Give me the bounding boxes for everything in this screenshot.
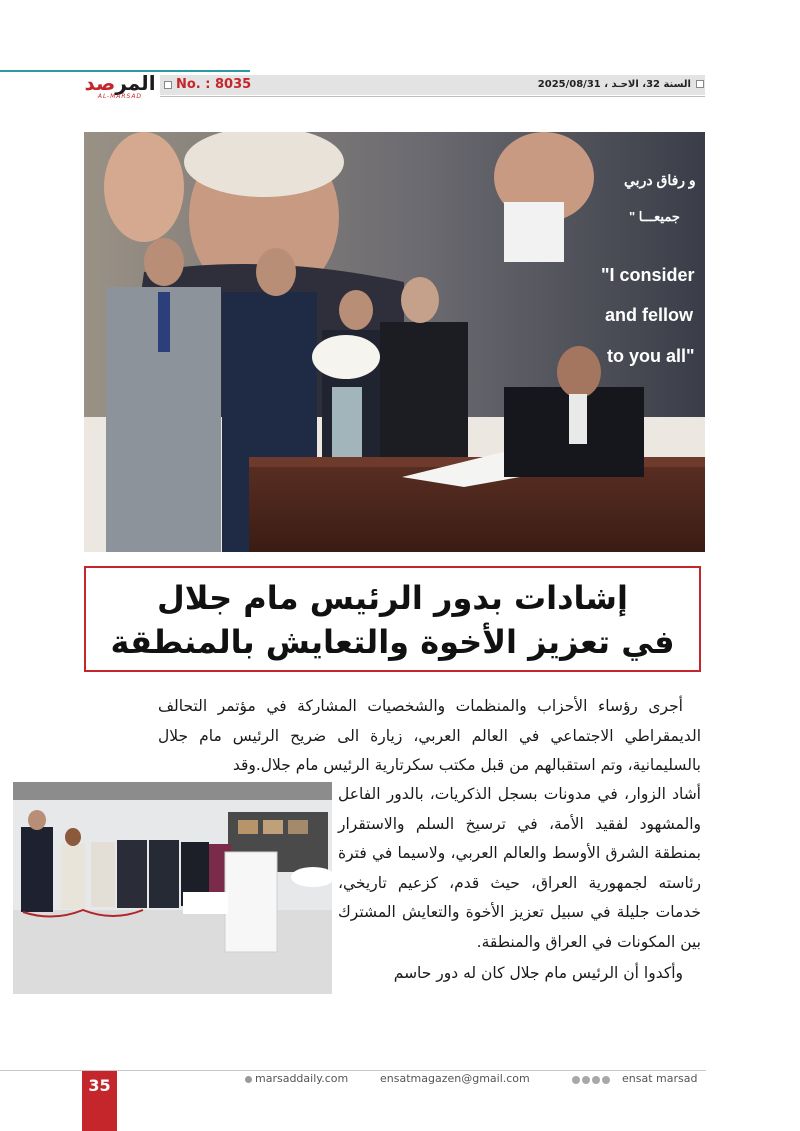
facebook-icon[interactable] xyxy=(572,1076,580,1084)
magazine-logo[interactable] xyxy=(82,72,158,104)
bullet-square-icon xyxy=(696,80,704,88)
twitter-icon[interactable] xyxy=(582,1076,590,1084)
globe-icon xyxy=(245,1076,252,1083)
banner-text-en-2: and fellow xyxy=(605,305,694,325)
article-title-line-1: إشادات بدور الرئيس مام جلال xyxy=(157,579,628,617)
hero-photo xyxy=(84,132,705,552)
issue-number: No. : 8035 xyxy=(164,76,251,94)
logo-subtitle: AL-MARSAD xyxy=(97,93,143,100)
footer-website[interactable]: marsaddaily.com xyxy=(245,1072,348,1086)
banner-text-en-3: to you all" xyxy=(607,346,695,366)
page-number: 35 xyxy=(82,1071,117,1131)
banner-text-en-1: "I consider xyxy=(601,265,695,285)
issue-date: السنة 32، الاحـد ، 2025/08/31 xyxy=(538,76,704,94)
youtube-icon[interactable] xyxy=(602,1076,610,1084)
banner-text-ar-2: جميعـــا " xyxy=(629,209,680,224)
footer-email[interactable]: ensatmagazen@gmail.com xyxy=(380,1072,530,1085)
banner-text-ar-1: و رفاق دربي xyxy=(624,172,696,188)
article-title-box xyxy=(84,566,701,672)
instagram-icon[interactable] xyxy=(592,1076,600,1084)
bullet-square-icon xyxy=(164,81,172,89)
footer-social-icons xyxy=(572,1074,612,1088)
article-paragraph-main: أشاد الزوار، في مدونات بسجل الذكريات، بالدور الفاعل والمشهود لفقيد الأمة، في ترسيخ السلم والاستقرار بمنطقة الشرق الأوسط والعالم العربي، ولاسيما في فترة رئاسته لجمهورية العراق، حيث قدم، كزعيم تاريخي، خدمات جليلة في سبيل تعزيز الأخوة والتعايش المشترك بين المكونات في العراق والمنطقة. وأكدوا أن الرئيس مام جلال كان له دور حاسم xyxy=(338,785,701,982)
logo-wordmark: المرصد xyxy=(84,71,156,95)
inset-photo-illustration xyxy=(13,782,332,994)
footer-social-handle[interactable]: ensat marsad xyxy=(622,1072,698,1085)
article-paragraph-intro: أجرى رؤساء الأحزاب والمنظمات والشخصيات المشاركة في مؤتمر التحالف الديمقراطي الاجتماعي في العالم العربي، زيارة الى ضريح الرئيس مام جلال بالسليمانية، وتم استقبالهم من قبل مكتب سكرتارية الرئيس مام جلال.وقد xyxy=(158,697,701,774)
hero-photo-illustration xyxy=(84,132,705,552)
article-title-line-2: في تعزيز الأخوة والتعايش بالمنطقة xyxy=(110,623,675,661)
header-underline xyxy=(160,96,705,97)
inset-photo xyxy=(13,782,332,994)
